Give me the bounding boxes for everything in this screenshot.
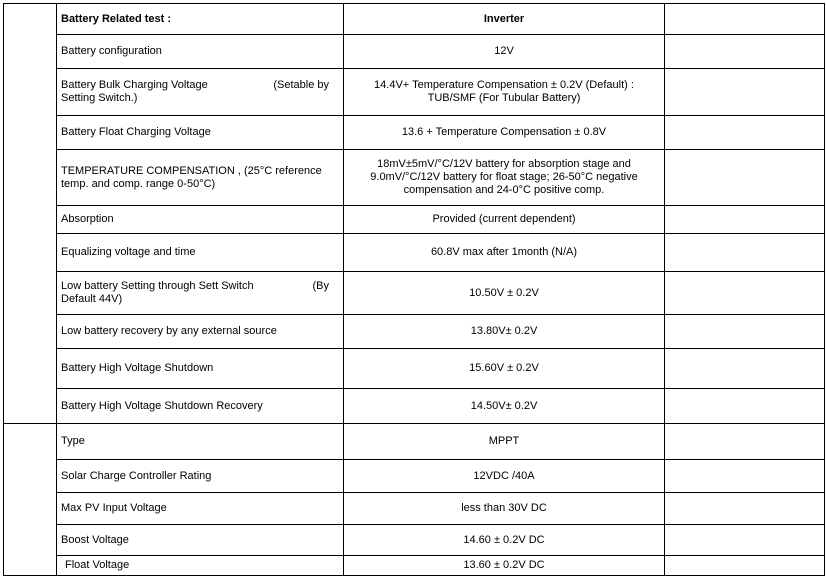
value-cell: 13.80V± 0.2V: [344, 315, 665, 349]
param-line: [61, 280, 339, 293]
value-cell: 12VDC /40A: [344, 460, 665, 493]
param-cell: Battery High Voltage Shutdown: [57, 349, 344, 389]
param-line: temp. and comp. range 0-50°C): [61, 177, 216, 190]
param-cell: Boost Voltage: [57, 525, 344, 556]
param-cell: Battery Float Charging Voltage: [57, 116, 344, 150]
value-cell: [344, 150, 665, 206]
table-row: [4, 525, 825, 556]
blank-cell: [665, 315, 825, 349]
param-text-right: (Setable by: [273, 79, 329, 91]
param-cell: [57, 69, 344, 116]
param-cell: Max PV Input Voltage: [57, 493, 344, 525]
table-row: [4, 116, 825, 150]
header-blank-cell: [665, 4, 825, 35]
param-cell: Equalizing voltage and time: [57, 234, 344, 272]
param-line: TEMPERATURE COMPENSATION , (25°C reference: [61, 164, 322, 177]
param-text: Low battery Setting through Sett Switch: [61, 280, 254, 292]
value-cell: 13.6 + Temperature Compensation ± 0.8V: [344, 116, 665, 150]
table-row: [4, 69, 825, 116]
param-cell: Battery configuration: [57, 35, 344, 69]
value-line: 9.0mV/°C/12V battery for float stage; 26-50°C negative: [370, 171, 638, 183]
param-cell: Float Voltage: [57, 556, 344, 576]
param-cell: [57, 150, 344, 206]
blank-cell: [665, 116, 825, 150]
blank-cell: [665, 272, 825, 315]
param-text: Battery Bulk Charging Voltage: [61, 79, 208, 91]
blank-cell: [665, 389, 825, 424]
param-cell: Battery High Voltage Shutdown Recovery: [57, 389, 344, 424]
blank-cell: [665, 525, 825, 556]
table-row: [4, 206, 825, 234]
value-cell: 60.8V max after 1month (N/A): [344, 234, 665, 272]
table-row: [4, 234, 825, 272]
blank-cell: [665, 234, 825, 272]
table-row: [4, 389, 825, 424]
value-cell: Provided (current dependent): [344, 206, 665, 234]
serial-cell-battery: [4, 4, 57, 424]
table-row: [4, 460, 825, 493]
table-row: [4, 493, 825, 525]
value-cell: 14.60 ± 0.2V DC: [344, 525, 665, 556]
blank-cell: [665, 150, 825, 206]
blank-cell: [665, 460, 825, 493]
param-cell: Low battery recovery by any external source: [57, 315, 344, 349]
value-cell: MPPT: [344, 424, 665, 460]
blank-cell: [665, 69, 825, 116]
blank-cell: [665, 35, 825, 69]
value-line: TUB/SMF (For Tubular Battery): [427, 92, 581, 104]
value-cell: 14.50V± 0.2V: [344, 389, 665, 424]
battery-spec-table: [3, 3, 825, 576]
value-cell: 15.60V ± 0.2V: [344, 349, 665, 389]
value-cell: 13.60 ± 0.2V DC: [344, 556, 665, 576]
param-text-right: (By: [312, 280, 329, 292]
param-cell: [57, 272, 344, 315]
table-row: [4, 349, 825, 389]
value-cell: less than 30V DC: [344, 493, 665, 525]
value-cell: [344, 69, 665, 116]
table-row: [4, 150, 825, 206]
blank-cell: [665, 493, 825, 525]
header-value-cell: Inverter: [344, 4, 665, 35]
blank-cell: [665, 556, 825, 576]
param-cell: Solar Charge Controller Rating: [57, 460, 344, 493]
value-line: 14.4V+ Temperature Compensation ± 0.2V (Default) :: [374, 79, 634, 91]
param-line: [61, 79, 339, 92]
table-row: [4, 424, 825, 460]
value-cell: 12V: [344, 35, 665, 69]
table-row: [4, 315, 825, 349]
value-line: compensation and 24-0°C positive comp.: [403, 184, 605, 196]
param-cell: Type: [57, 424, 344, 460]
param-cell: Absorption: [57, 206, 344, 234]
table-row: [4, 272, 825, 315]
param-text-continued: Default 44V): [61, 293, 123, 305]
blank-cell: [665, 206, 825, 234]
blank-cell: [665, 424, 825, 460]
table-header-row: [4, 4, 825, 35]
serial-cell-solar: [4, 424, 57, 576]
value-line: 18mV±5mV/°C/12V battery for absorption stage and: [377, 158, 631, 170]
value-cell: 10.50V ± 0.2V: [344, 272, 665, 315]
param-text-continued: Setting Switch.): [61, 92, 138, 104]
blank-cell: [665, 349, 825, 389]
header-param-cell: Battery Related test :: [57, 4, 344, 35]
table-row: [4, 556, 825, 576]
table-row: [4, 35, 825, 69]
